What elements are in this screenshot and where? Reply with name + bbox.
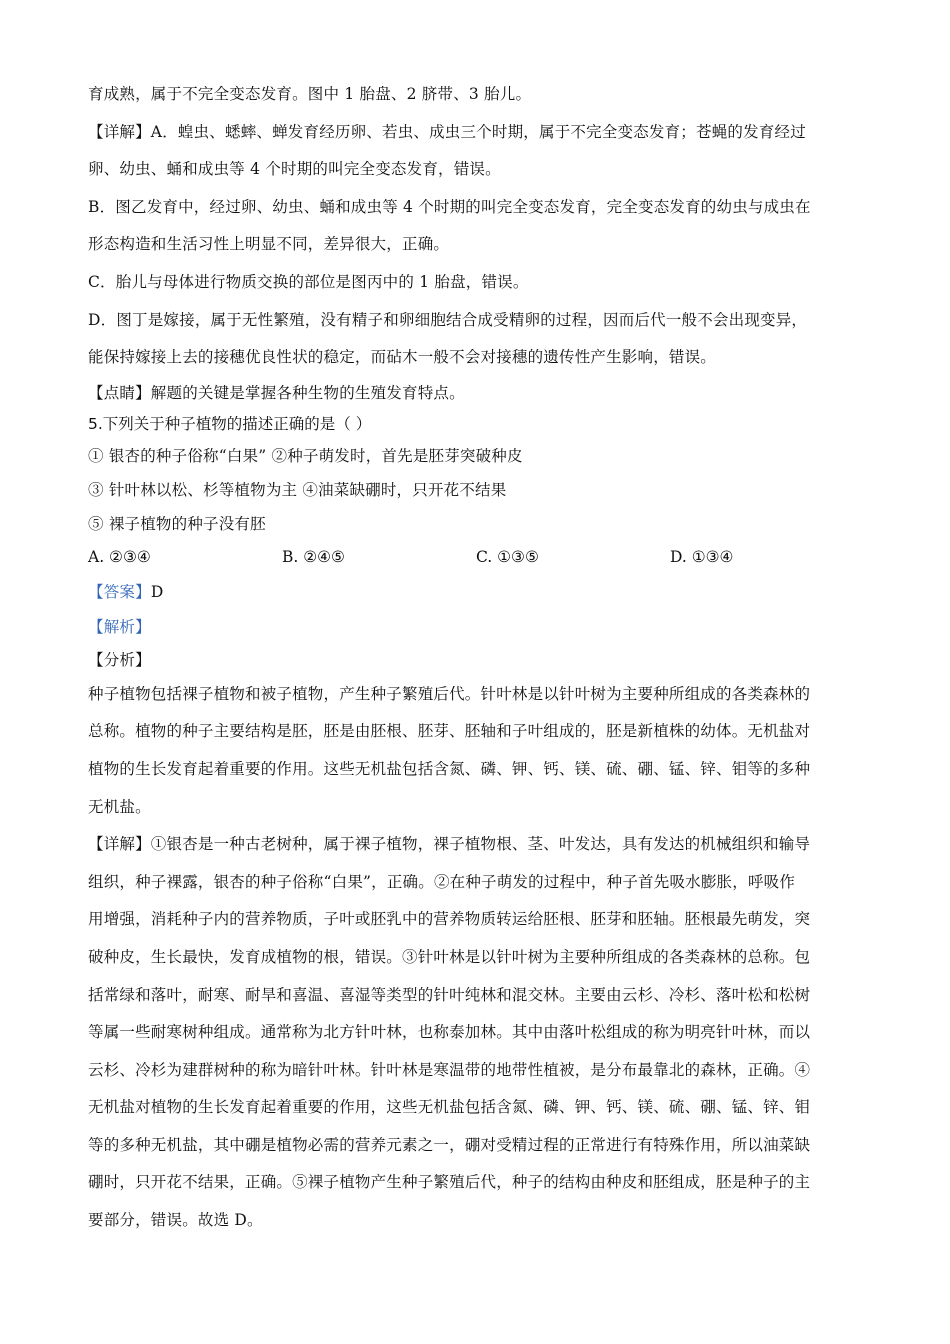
detail-line: 组织，种子裸露，银杏的种子俗称“白果”，正确。②在种子萌发的过程中，种子首先吸水膨胀，呼吸作 <box>88 872 796 891</box>
detail-line: 硼时，只开花不结果，正确。⑤裸子植物产生种子繁殖后代，种子的结构由种皮和胚组成，胚是种子的主 <box>88 1173 811 1192</box>
text-line: 育成熟，属于不完全变态发育。图中 1 胎盘、2 脐带、3 胎儿。 <box>88 85 532 103</box>
option-b: B. ②④⑤ <box>282 547 345 566</box>
question-title: 5.下列关于种子植物的描述正确的是（ ） <box>88 414 372 433</box>
detail-line: 要部分，错误。故选 D。 <box>88 1211 263 1230</box>
answer-label: 【答案】 <box>88 582 151 601</box>
text-line: 形态构造和生活习性上明显不同，差异很大，正确。 <box>88 235 450 254</box>
answer-value: D <box>150 582 164 601</box>
question-item: ⑤ 裸子植物的种子没有胚 <box>88 514 266 533</box>
text-line: B．图乙发育中，经过卵、幼虫、蛹和成虫等 4 个时期的叫完全变态发育，完全变态发育的幼虫与成虫在 <box>88 197 811 216</box>
document-page <box>88 76 864 1240</box>
analysis-label: 【解析】 <box>88 617 151 636</box>
text-line: 能保持嫁接上去的接穗优良性状的稳定，而砧木一般不会对接穗的遗传性产生影响，错误。 <box>88 348 717 367</box>
text-line: 【详解】A．蝗虫、蟋蟀、蝉发育经历卵、若虫、成虫三个时期，属于不完全变态发育；苍蝇的发育经过 <box>88 122 806 141</box>
text-line: C．胎儿与母体进行物质交换的部位是图丙中的 1 胎盘，错误。 <box>88 272 529 291</box>
analysis-line: 植物的生长发育起着重要的作用。这些无机盐包括含氮、磷、钾、钙、镁、硫、硼、锰、锌、钼等的多种 <box>88 759 811 778</box>
detail-line: 【详解】①银杏是一种古老树种，属于裸子植物，裸子植物根、茎、叶发达，具有发达的机械组织和输导 <box>88 835 811 854</box>
detail-line: 括常绿和落叶，耐寒、耐旱和喜温、喜湿等类型的针叶纯林和混交林。主要由云杉、冷杉、落叶松和松树 <box>88 985 811 1004</box>
question-items <box>88 439 864 541</box>
option-c: C. ①③⑤ <box>476 547 539 566</box>
answer-line <box>88 574 864 610</box>
answer-options <box>88 541 864 574</box>
detail-line: 破种皮，生长最快，发育成植物的根，错误。③针叶林是以针叶树为主要种所组成的各类森林的总称。包 <box>88 947 811 966</box>
detail-line: 无机盐对植物的生长发育起着重要的作用，这些无机盐包括含氮、磷、钾、钙、镁、硫、硼、锰、锌、钼 <box>88 1098 811 1117</box>
text-line: D．图丁是嫁接，属于无性繁殖，没有精子和卵细胞结合成受精卵的过程，因而后代一般不会出现变异， <box>88 310 808 329</box>
detail-line: 等的多种无机盐，其中硼是植物必需的营养元素之一，硼对受精过程的正常进行有特殊作用，所以油菜缺 <box>88 1135 811 1154</box>
analysis-line: 种子植物包括裸子植物和被子植物，产生种子繁殖后代。针叶林是以针叶树为主要种所组成的各类森林的 <box>88 684 811 703</box>
analysis-heading: 【分析】 <box>88 650 151 669</box>
tip-line: 【点睛】解题的关键是掌握各种生物的生殖发育特点。 <box>88 383 465 402</box>
detail-line: 云杉、冷杉为建群树种的称为暗针叶林。针叶林是寒温带的地带性植被，是分布最靠北的森林，正确。④ <box>88 1060 811 1079</box>
option-d: D. ①③④ <box>670 547 734 566</box>
option-a: A. ②③④ <box>88 547 151 566</box>
analysis-line: 无机盐。 <box>88 797 151 816</box>
analysis-line: 总称。植物的种子主要结构是胚，胚是由胚根、胚芽、胚轴和子叶组成的，胚是新植株的幼体。无机盐对 <box>88 722 811 741</box>
question-item: ③ 针叶林以松、杉等植物为主 ④油菜缺硼时，只开花不结果 <box>88 480 507 499</box>
detail-line: 等属一些耐寒树种组成。通常称为北方针叶林，也称泰加林。其中由落叶松组成的称为明亮针叶林，而以 <box>88 1023 811 1042</box>
detail-line: 用增强，消耗种子内的营养物质，子叶或胚乳中的营养物质转运给胚根、胚芽和胚轴。胚根最先萌发，突 <box>88 910 811 929</box>
text-line: 卵、幼虫、蛹和成虫等 4 个时期的叫完全变态发育，错误。 <box>88 160 501 179</box>
question-item: ① 银杏的种子俗称“白果” ②种子萌发时，首先是胚芽突破种皮 <box>88 446 523 465</box>
